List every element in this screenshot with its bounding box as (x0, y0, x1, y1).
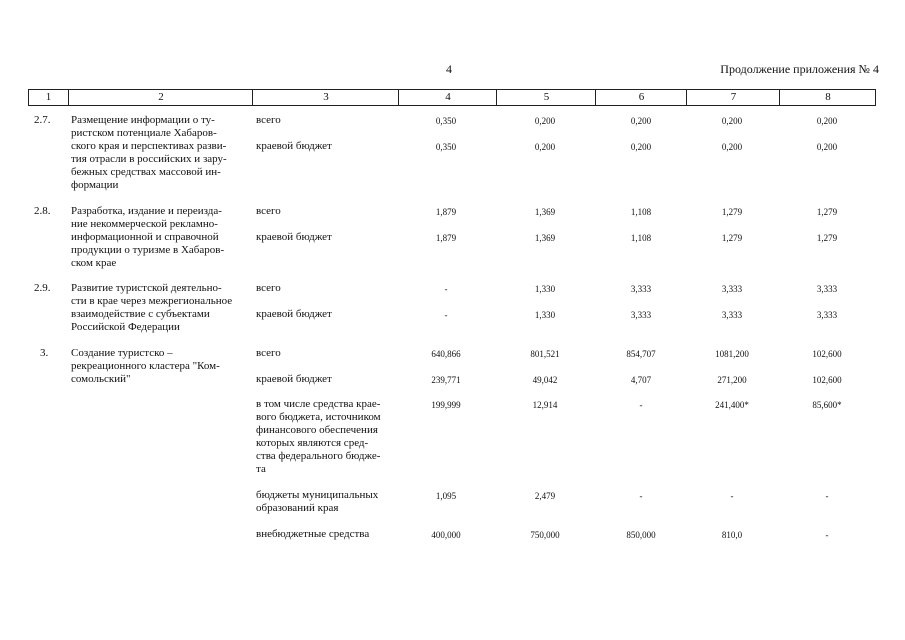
funding-source-label: всего (256, 205, 281, 217)
funding-source-label: краевой бюджет (256, 140, 332, 152)
value-cell: 0,350 (435, 116, 457, 126)
value-cell: 1,108 (630, 233, 652, 243)
table-header-cell: 6 (595, 90, 687, 105)
value-cell: 0,200 (816, 116, 838, 126)
table-header-cell: 5 (496, 90, 596, 105)
funding-source-label: бюджеты муниципальных образований края (256, 489, 379, 514)
value-cell: 239,771 (431, 375, 461, 385)
value-cell: 400,000 (431, 530, 461, 540)
value-cell: 199,999 (431, 400, 461, 410)
value-cell: 0,200 (534, 142, 556, 152)
table-header-cell: 2 (68, 90, 253, 105)
value-cell: - (825, 491, 829, 501)
value-cell: 810,0 (721, 530, 743, 540)
table-header-cell: 8 (779, 90, 876, 105)
funding-source-label: внебюджетные средства (256, 528, 370, 540)
page-number: 4 (446, 62, 452, 76)
value-cell: 1081,200 (715, 349, 749, 359)
value-cell: 3,333 (721, 310, 743, 320)
value-cell: 1,279 (721, 207, 743, 217)
value-cell: 3,333 (816, 284, 838, 294)
value-cell: - (730, 491, 734, 501)
continuation-label: Продолжение приложения № 4 (720, 62, 879, 76)
row-code: 2.8. (34, 205, 51, 217)
value-cell: 0,200 (721, 116, 743, 126)
funding-source-label: всего (256, 347, 281, 359)
value-cell: 854,707 (626, 349, 656, 359)
value-cell: 4,707 (630, 375, 652, 385)
funding-source-label: всего (256, 114, 281, 126)
value-cell: 1,108 (630, 207, 652, 217)
value-cell: 1,369 (534, 207, 556, 217)
funding-source-label: в том числе средства крае- вого бюджета, источником финансового обеспечения которых являются сред- ства федерального бюдже- та (256, 398, 381, 475)
value-cell: 3,333 (816, 310, 838, 320)
table-header-row (28, 89, 876, 106)
value-cell: 3,333 (630, 310, 652, 320)
funding-source-label: краевой бюджет (256, 308, 332, 320)
value-cell: - (639, 491, 643, 501)
value-cell: 0,200 (630, 142, 652, 152)
value-cell: 271,200 (717, 375, 747, 385)
table-header-cell: 7 (686, 90, 780, 105)
value-cell: 49,042 (532, 375, 558, 385)
row-description: Разработка, издание и переизда- ние некоммерческой рекламно- информационной и справочной продукции о туризме в Хабаров- ском крае (71, 205, 225, 269)
funding-source-label: всего (256, 282, 281, 294)
value-cell: 0,200 (721, 142, 743, 152)
value-cell: 801,521 (530, 349, 560, 359)
value-cell: 1,279 (721, 233, 743, 243)
value-cell: 0,200 (816, 142, 838, 152)
value-cell: 1,369 (534, 233, 556, 243)
value-cell: 3,333 (721, 284, 743, 294)
value-cell: 12,914 (532, 400, 558, 410)
row-code: 2.9. (34, 282, 51, 294)
value-cell: 85,600* (812, 400, 842, 410)
value-cell: - (825, 530, 829, 540)
funding-source-label: краевой бюджет (256, 373, 332, 385)
value-cell: 1,279 (816, 207, 838, 217)
value-cell: - (444, 310, 448, 320)
value-cell: 750,000 (530, 530, 560, 540)
row-description: Развитие туристской деятельно- сти в крае через межрегиональное взаимодействие с субъектами Российской Федерации (71, 282, 233, 333)
value-cell: 1,879 (435, 233, 457, 243)
value-cell: 102,600 (812, 349, 842, 359)
row-code: 2.7. (34, 114, 51, 126)
value-cell: 2,479 (534, 491, 556, 501)
value-cell: 1,330 (534, 310, 556, 320)
value-cell: 640,866 (431, 349, 461, 359)
value-cell: 102,600 (812, 375, 842, 385)
table-header-cell: 4 (398, 90, 497, 105)
value-cell: 241,400* (715, 400, 749, 410)
row-description: Создание туристско – рекреационного кластера "Ком- сомольский" (71, 347, 220, 385)
row-code: 3. (40, 347, 49, 359)
value-cell: 0,200 (534, 116, 556, 126)
table-header-cell: 3 (252, 90, 399, 105)
value-cell: 1,279 (816, 233, 838, 243)
value-cell: 1,330 (534, 284, 556, 294)
value-cell: 0,200 (630, 116, 652, 126)
funding-source-label: краевой бюджет (256, 231, 332, 243)
value-cell: 0,350 (435, 142, 457, 152)
table-header-cell: 1 (45, 91, 52, 103)
value-cell: - (444, 284, 448, 294)
value-cell: 850,000 (626, 530, 656, 540)
value-cell: - (639, 400, 643, 410)
row-description: Размещение информации о ту- ристском потенциале Хабаров- ского края и перспективах разви- тия отрасли в российских и зару- бежных средствах массовой ин- формации (71, 114, 227, 191)
value-cell: 1,879 (435, 207, 457, 217)
value-cell: 1,095 (435, 491, 457, 501)
value-cell: 3,333 (630, 284, 652, 294)
